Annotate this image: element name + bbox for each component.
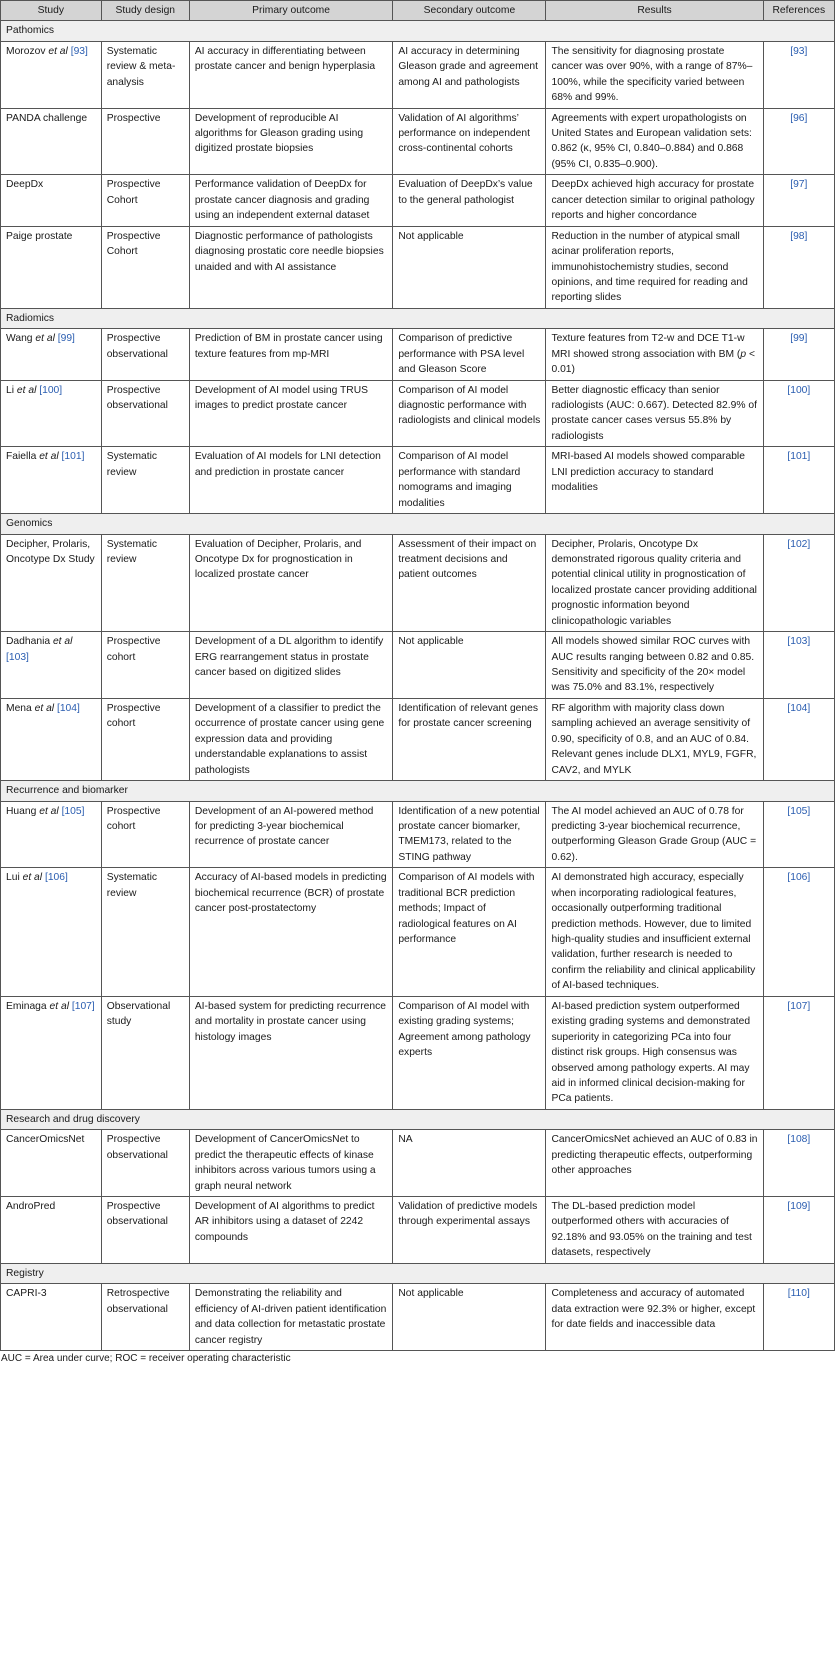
- text-run: Texture features from T2-w and DCE T1-w MRI showed strong association with BM (: [551, 333, 745, 360]
- reference-link[interactable]: [99]: [790, 333, 808, 345]
- table-row: [1, 41, 835, 108]
- cell-references: [763, 175, 834, 226]
- cell-results: [546, 41, 763, 108]
- cell-study-design: Prospective observational: [101, 380, 189, 447]
- column-header-references: References: [763, 1, 834, 21]
- column-header-secondary-outcome: Secondary outcome: [393, 1, 546, 21]
- cell-results: [546, 1284, 763, 1351]
- section-title: Pathomics: [1, 21, 835, 41]
- table-row: [1, 632, 835, 699]
- cell-study-design: Retrospective observational: [101, 1284, 189, 1351]
- text-run: AndroPred: [6, 1201, 56, 1212]
- text-run: Agreements with expert uropathologists on United States and European validation sets: 0.862 (κ, 95% CI, 0.840–0.884) and 0.868 (95% CI, 0.835–0.900).: [551, 112, 752, 170]
- cell-study-design: Systematic review: [101, 868, 189, 997]
- table-row: [1, 1130, 835, 1197]
- reference-link[interactable]: [103]: [787, 636, 811, 648]
- table-row: [1, 108, 835, 175]
- reference-link[interactable]: [106]: [787, 872, 811, 884]
- cell-study-design: Prospective observational: [101, 1197, 189, 1264]
- cell-study: [1, 41, 102, 108]
- cell-study: [1, 108, 102, 175]
- cell-study: [1, 801, 102, 868]
- cell-results: [546, 534, 763, 632]
- reference-link[interactable]: [102]: [787, 538, 811, 550]
- cell-study: [1, 1284, 102, 1351]
- text-run: Better diagnostic efficacy than senior radiologists (AUC: 0.667). Detected 82.9% of prostate cancer cases versus 55.8% by radiologists: [551, 384, 757, 442]
- table-row: [1, 1197, 835, 1264]
- section-row: [1, 781, 835, 801]
- cell-secondary-outcome: Comparison of AI model performance with standard nomograms and imaging modalities: [393, 447, 546, 514]
- cell-references: [763, 868, 834, 997]
- cell-study-design: Prospective observational: [101, 329, 189, 380]
- text-run: Mena: [6, 702, 35, 714]
- italic-text: et al: [39, 451, 59, 463]
- section-row: [1, 514, 835, 534]
- cell-primary-outcome: AI accuracy in differentiating between prostate cancer and benign hyperplasia: [189, 41, 393, 108]
- italic-text: et al: [35, 333, 55, 345]
- cell-primary-outcome: Evaluation of Decipher, Prolaris, and Oncotype Dx for prognostication in localized prostate cancer: [189, 534, 393, 632]
- column-header-study-design: Study design: [101, 1, 189, 21]
- cell-references: [763, 1130, 834, 1197]
- cell-primary-outcome: Development of an AI-powered method for predicting 3-year biochemical recurrence of prostate cancer: [189, 801, 393, 868]
- cell-results: [546, 175, 763, 226]
- cell-study-design: Observational study: [101, 996, 189, 1109]
- text-run: Eminaga: [6, 1000, 50, 1012]
- table-row: [1, 698, 835, 780]
- section-title: Genomics: [1, 514, 835, 534]
- table-row: [1, 534, 835, 632]
- cell-secondary-outcome: Not applicable: [393, 1284, 546, 1351]
- section-row: [1, 1109, 835, 1129]
- cell-secondary-outcome: Comparison of predictive performance with PSA level and Gleason Score: [393, 329, 546, 380]
- table-header: [1, 1, 835, 21]
- cell-primary-outcome: Development of a classifier to predict the occurrence of prostate cancer using gene expression data and providing understandable explanations to assist pathologists: [189, 698, 393, 780]
- text-run: Lui: [6, 872, 23, 884]
- text-run: Decipher, Prolaris, Oncotype Dx demonstrated rigorous quality criteria and potential clinical utility in prognostication of localized prostate cancer providing additional prognostic information beyond clinicopathologic variables: [551, 538, 757, 627]
- text-run: Decipher, Prolaris, Oncotype Dx Study: [6, 538, 95, 565]
- italic-text: et al: [48, 45, 68, 57]
- table-body: [1, 21, 835, 1351]
- cell-secondary-outcome: Validation of AI algorithms’ performance on independent cross-continental cohorts: [393, 108, 546, 175]
- cell-secondary-outcome: AI accuracy in determining Gleason grade and agreement among AI and pathologists: [393, 41, 546, 108]
- text-run: DeepDx achieved high accuracy for prostate cancer detection similar to original pathology reports and higher concordance: [551, 179, 755, 222]
- column-header-results: Results: [546, 1, 763, 21]
- cell-results: [546, 868, 763, 997]
- column-header-primary-outcome: Primary outcome: [189, 1, 393, 21]
- cell-secondary-outcome: NA: [393, 1130, 546, 1197]
- cell-primary-outcome: Development of reproducible AI algorithms for Gleason grading using digitized prostate biopsies: [189, 108, 393, 175]
- reference-link[interactable]: [106]: [44, 872, 68, 884]
- cell-primary-outcome: AI-based system for predicting recurrence and mortality in prostate cancer using histology images: [189, 996, 393, 1109]
- table-row: [1, 175, 835, 226]
- table-row: [1, 329, 835, 380]
- text-run: RF algorithm with majority class down sampling achieved an average sensitivity of 0.90, specificity of 0.8, and an AUC of 0.84. Relevant genes include DLX1, MYL9, FGFR, CAV2, and MYLK: [551, 702, 757, 776]
- cell-secondary-outcome: Comparison of AI model diagnostic performance with radiologists and clinical models: [393, 380, 546, 447]
- text-run: The sensitivity for diagnosing prostate cancer was over 90%, with a range of 87%–100%, while the specificity varied between 68% and 99%.: [551, 45, 753, 104]
- cell-references: [763, 41, 834, 108]
- text-run: Faiella: [6, 451, 40, 463]
- cell-study-design: Prospective cohort: [101, 632, 189, 699]
- reference-link[interactable]: [110]: [787, 1288, 810, 1300]
- section-title: Radiomics: [1, 308, 835, 328]
- reference-link[interactable]: [98]: [790, 230, 808, 242]
- text-run: Li: [6, 384, 17, 396]
- reference-link[interactable]: [100]: [39, 384, 63, 396]
- cell-primary-outcome: Diagnostic performance of pathologists diagnosing prostatic core needle biopsies unaided and with AI assistance: [189, 226, 393, 308]
- cell-study: [1, 175, 102, 226]
- cell-study: [1, 868, 102, 997]
- cell-results: [546, 226, 763, 308]
- text-run: AI-based prediction system outperformed existing grading systems and demonstrated superiority in categorizing PCa into four distinct risk groups. High consensus was observed among pathology experts. AI may aid in informed clinical decision-making for PCa patients.: [551, 1000, 751, 1105]
- section-row: [1, 21, 835, 41]
- text-run: All models showed similar ROC curves with AUC results ranging between 0.82 and 0.85. Sensitivity and specificity of the 20× model was 75.0% and 83.1%, respectively: [551, 636, 755, 694]
- reference-link[interactable]: [107]: [71, 1000, 95, 1012]
- reference-link[interactable]: [93]: [70, 45, 88, 57]
- reference-link[interactable]: [96]: [790, 112, 808, 124]
- text-run: AI demonstrated high accuracy, especially when incorporating radiological features, occasionally outperforming traditional prediction methods. However, due to limited high-quality studies and insufficient external validation, further research is needed to confirm the reliability and clinical applicability of AI-based techniques.: [551, 872, 756, 992]
- section-title: Research and drug discovery: [1, 1109, 835, 1129]
- reference-link[interactable]: [104]: [787, 702, 811, 714]
- column-header-study: Study: [1, 1, 102, 21]
- cell-secondary-outcome: Evaluation of DeepDx’s value to the general pathologist: [393, 175, 546, 226]
- cell-references: [763, 108, 834, 175]
- text-run: Morozov: [6, 45, 49, 57]
- table-row: [1, 226, 835, 308]
- text-run: DeepDx: [6, 179, 44, 191]
- cell-results: [546, 380, 763, 447]
- cell-study: [1, 698, 102, 780]
- cell-results: [546, 329, 763, 380]
- reference-link[interactable]: [104]: [56, 702, 80, 714]
- cell-secondary-outcome: Validation of predictive models through experimental assays: [393, 1197, 546, 1264]
- cell-references: [763, 447, 834, 514]
- cell-results: [546, 698, 763, 780]
- cell-results: [546, 108, 763, 175]
- cell-study: [1, 226, 102, 308]
- cell-primary-outcome: Accuracy of AI-based models in predicting biochemical recurrence (BCR) of prostate cancer post-prostatectomy: [189, 868, 393, 997]
- text-run: < 0.01): [551, 348, 755, 376]
- cell-references: [763, 801, 834, 868]
- reference-link[interactable]: [101]: [787, 451, 811, 463]
- section-row: [1, 308, 835, 328]
- header-row: [1, 1, 835, 21]
- cell-study-design: Systematic review & meta-analysis: [101, 41, 189, 108]
- cell-results: [546, 447, 763, 514]
- reference-link[interactable]: [99]: [57, 333, 75, 345]
- cell-secondary-outcome: Not applicable: [393, 226, 546, 308]
- table-row: [1, 868, 835, 997]
- cell-references: [763, 226, 834, 308]
- reference-link[interactable]: [103]: [6, 651, 29, 663]
- reference-link[interactable]: [105]: [61, 805, 85, 817]
- cell-study: [1, 1130, 102, 1197]
- cell-study-design: Prospective cohort: [101, 801, 189, 868]
- cell-study: [1, 380, 102, 447]
- italic-text: p: [740, 348, 747, 360]
- text-run: CAPRI-3: [6, 1288, 47, 1300]
- text-run: PANDA challenge: [6, 112, 88, 124]
- text-run: The AI model achieved an AUC of 0.78 for predicting 3-year biochemical recurrence, outperforming Gleason Grade Group (AUC = 0.62).: [551, 805, 757, 863]
- cell-primary-outcome: Development of AI algorithms to predict AR inhibitors using a dataset of 2242 compounds: [189, 1197, 393, 1264]
- cell-primary-outcome: Evaluation of AI models for LNI detection and prediction in prostate cancer: [189, 447, 393, 514]
- cell-references: [763, 996, 834, 1109]
- table-row: [1, 1284, 835, 1351]
- text-run: The DL-based prediction model outperformed others with accuracies of 92.18% and 93.05% on the training and test datasets, respectively: [551, 1201, 752, 1259]
- table-row: [1, 801, 835, 868]
- text-run: Reduction in the number of atypical small acinar proliferation reports, immunohistochemistry studies, second opinions, and time required for reading and reporting slides: [551, 230, 748, 304]
- cell-results: [546, 1130, 763, 1197]
- cell-primary-outcome: Demonstrating the reliability and efficiency of AI-driven patient identification and data collection for metastatic prostate cancer registry: [189, 1284, 393, 1351]
- cell-secondary-outcome: Comparison of AI model with existing grading systems; Agreement among pathology experts: [393, 996, 546, 1109]
- text-run: Dadhania: [6, 636, 53, 648]
- cell-results: [546, 801, 763, 868]
- cell-references: [763, 534, 834, 632]
- text-run: Completeness and accuracy of automated data extraction were 92.3% or higher, except for date fields and inaccessible data: [551, 1288, 756, 1331]
- table-footnote: AUC = Area under curve; ROC = receiver operating characteristic: [1, 1352, 291, 1364]
- reference-link[interactable]: [93]: [790, 45, 808, 57]
- cell-study: [1, 1197, 102, 1264]
- cell-study: [1, 534, 102, 632]
- cell-secondary-outcome: Identification of relevant genes for prostate cancer screening: [393, 698, 546, 780]
- cell-primary-outcome: Development of AI model using TRUS images to predict prostate cancer: [189, 380, 393, 447]
- italic-text: et al: [34, 702, 55, 714]
- cell-references: [763, 1197, 834, 1264]
- cell-study: [1, 996, 102, 1109]
- cell-study-design: Prospective cohort: [101, 698, 189, 780]
- cell-references: [763, 698, 834, 780]
- italic-text: et al: [39, 805, 59, 817]
- reference-link[interactable]: [107]: [787, 1000, 811, 1012]
- cell-study-design: Prospective observational: [101, 1130, 189, 1197]
- reference-link[interactable]: [97]: [790, 179, 808, 191]
- cell-study-design: Systematic review: [101, 447, 189, 514]
- cell-study-design: Prospective: [101, 108, 189, 175]
- cell-results: [546, 1197, 763, 1264]
- cell-references: [763, 329, 834, 380]
- reference-link[interactable]: [105]: [787, 805, 811, 817]
- cell-study: [1, 329, 102, 380]
- table-row: [1, 380, 835, 447]
- cell-primary-outcome: Development of a DL algorithm to identify ERG rearrangement status in prostate cancer based on digitized slides: [189, 632, 393, 699]
- cell-study-design: Prospective Cohort: [101, 175, 189, 226]
- text-run: CancerOmicsNet achieved an AUC of 0.83 in predicting therapeutic effects, outperforming other approaches: [551, 1134, 758, 1177]
- cell-references: [763, 380, 834, 447]
- cell-secondary-outcome: Comparison of AI models with traditional BCR prediction methods; Impact of radiological features on AI performance: [393, 868, 546, 997]
- italic-text: et al: [16, 384, 37, 396]
- cell-references: [763, 632, 834, 699]
- cell-secondary-outcome: Identification of a new potential prostate cancer biomarker, TMEM173, related to the STING pathway: [393, 801, 546, 868]
- cell-results: [546, 996, 763, 1109]
- cell-primary-outcome: Performance validation of DeepDx for prostate cancer diagnosis and grading using an independent external dataset: [189, 175, 393, 226]
- italic-text: et al: [49, 1000, 69, 1012]
- reference-link[interactable]: [109]: [787, 1201, 811, 1212]
- cell-references: [763, 1284, 834, 1351]
- italic-text: et al: [52, 636, 73, 648]
- cell-study: [1, 632, 102, 699]
- cell-secondary-outcome: Assessment of their impact on treatment decisions and patient outcomes: [393, 534, 546, 632]
- section-row: [1, 1263, 835, 1283]
- cell-study-design: Prospective Cohort: [101, 226, 189, 308]
- cell-study: [1, 447, 102, 514]
- cell-results: [546, 632, 763, 699]
- text-run: Paige prostate: [6, 230, 73, 242]
- text-run: Wang: [6, 333, 36, 345]
- section-title: Registry: [1, 1263, 835, 1283]
- table-row: [1, 447, 835, 514]
- cell-primary-outcome: Prediction of BM in prostate cancer using texture features from mp-MRI: [189, 329, 393, 380]
- reference-link[interactable]: [100]: [787, 384, 811, 396]
- table-row: [1, 996, 835, 1109]
- reference-link[interactable]: [108]: [787, 1134, 811, 1146]
- cell-secondary-outcome: Not applicable: [393, 632, 546, 699]
- section-title: Recurrence and biomarker: [1, 781, 835, 801]
- italic-text: et al: [22, 872, 43, 884]
- cell-study-design: Systematic review: [101, 534, 189, 632]
- reference-link[interactable]: [101]: [61, 451, 85, 463]
- text-run: Huang: [6, 805, 40, 817]
- cell-primary-outcome: Development of CancerOmicsNet to predict the therapeutic effects of kinase inhibitors across various tumors using a graph neural network: [189, 1130, 393, 1197]
- text-run: MRI-based AI models showed comparable LNI prediction accuracy to standard modalities: [551, 451, 745, 494]
- text-run: CancerOmicsNet: [6, 1134, 85, 1146]
